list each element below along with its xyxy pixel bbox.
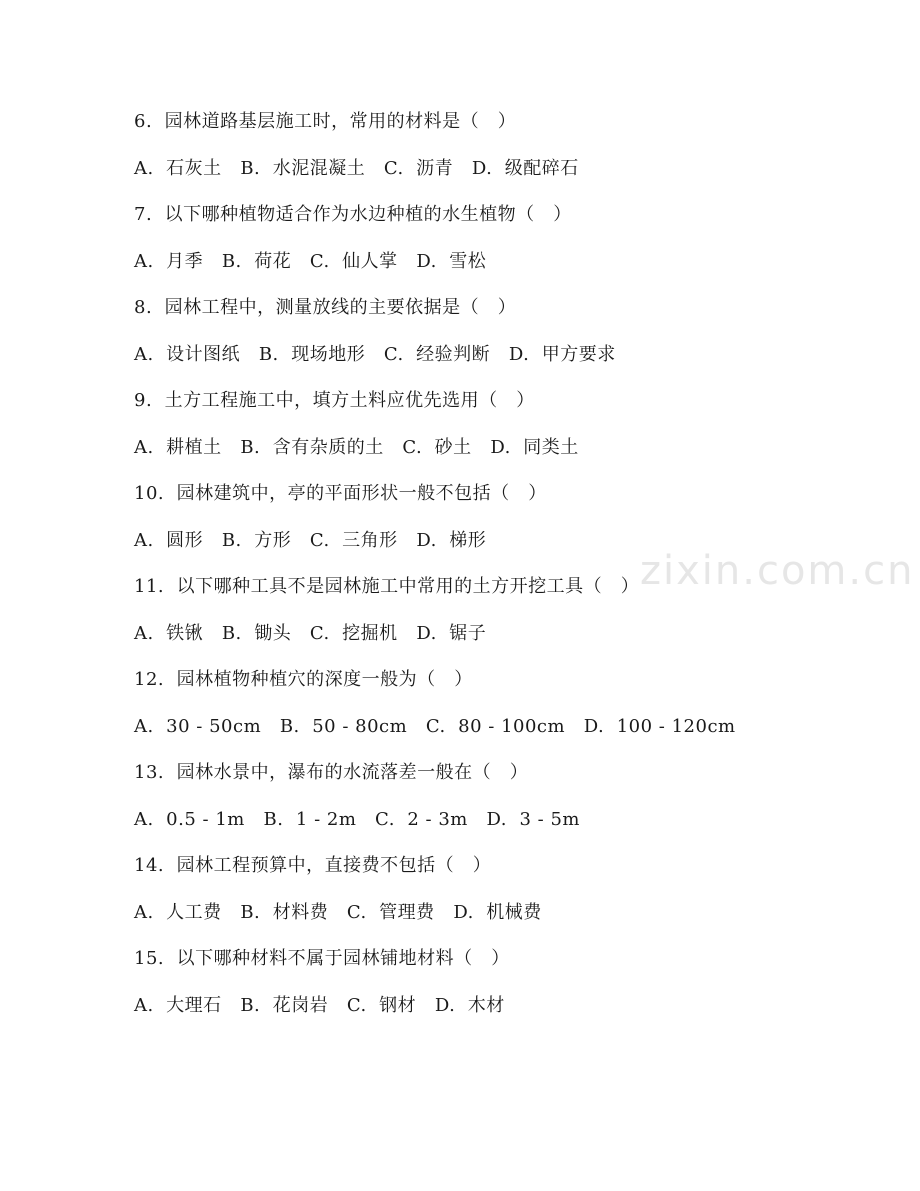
watermark: zixin.com.cn: [640, 548, 915, 594]
question-7: 7. 以下哪种植物适合作为水边种植的水生植物（ ）: [134, 204, 572, 225]
question-8: 8. 园林工程中，测量放线的主要依据是（ ）: [134, 297, 517, 318]
question-11: 11. 以下哪种工具不是园林施工中常用的土方开挖工具（ ）: [134, 576, 640, 597]
question-15: 15. 以下哪种材料不属于园林铺地材料（ ）: [134, 948, 510, 969]
question-14: 14. 园林工程预算中，直接费不包括（ ）: [134, 855, 492, 876]
question-12-options: A. 30 - 50cm B. 50 - 80cm C. 80 - 100cm D. 100 - 120cm: [134, 715, 736, 737]
question-14-options: A. 人工费 B. 材料费 C. 管理费 D. 机械费: [134, 901, 542, 923]
question-10: 10. 园林建筑中，亭的平面形状一般不包括（ ）: [134, 483, 547, 504]
question-13-options: A. 0.5 - 1m B. 1 - 2m C. 2 - 3m D. 3 - 5m: [134, 808, 580, 830]
question-15-options: A. 大理石 B. 花岗岩 C. 钢材 D. 木材: [134, 994, 505, 1016]
question-8-options: A. 设计图纸 B. 现场地形 C. 经验判断 D. 甲方要求: [134, 343, 616, 365]
question-9-options: A. 耕植土 B. 含有杂质的土 C. 砂土 D. 同类土: [134, 436, 579, 458]
question-9: 9. 土方工程施工中，填方土料应优先选用（ ）: [134, 390, 535, 411]
question-10-options: A. 圆形 B. 方形 C. 三角形 D. 梯形: [134, 529, 487, 551]
question-13: 13. 园林水景中，瀑布的水流落差一般在（ ）: [134, 762, 529, 783]
question-12: 12. 园林植物种植穴的深度一般为（ ）: [134, 669, 473, 690]
question-7-options: A. 月季 B. 荷花 C. 仙人掌 D. 雪松: [134, 250, 487, 272]
question-6-options: A. 石灰土 B. 水泥混凝土 C. 沥青 D. 级配碎石: [134, 157, 579, 179]
question-11-options: A. 铁锹 B. 锄头 C. 挖掘机 D. 锯子: [134, 622, 487, 644]
question-list: [134, 106, 834, 1036]
question-6: 6. 园林道路基层施工时，常用的材料是（ ）: [134, 111, 517, 132]
